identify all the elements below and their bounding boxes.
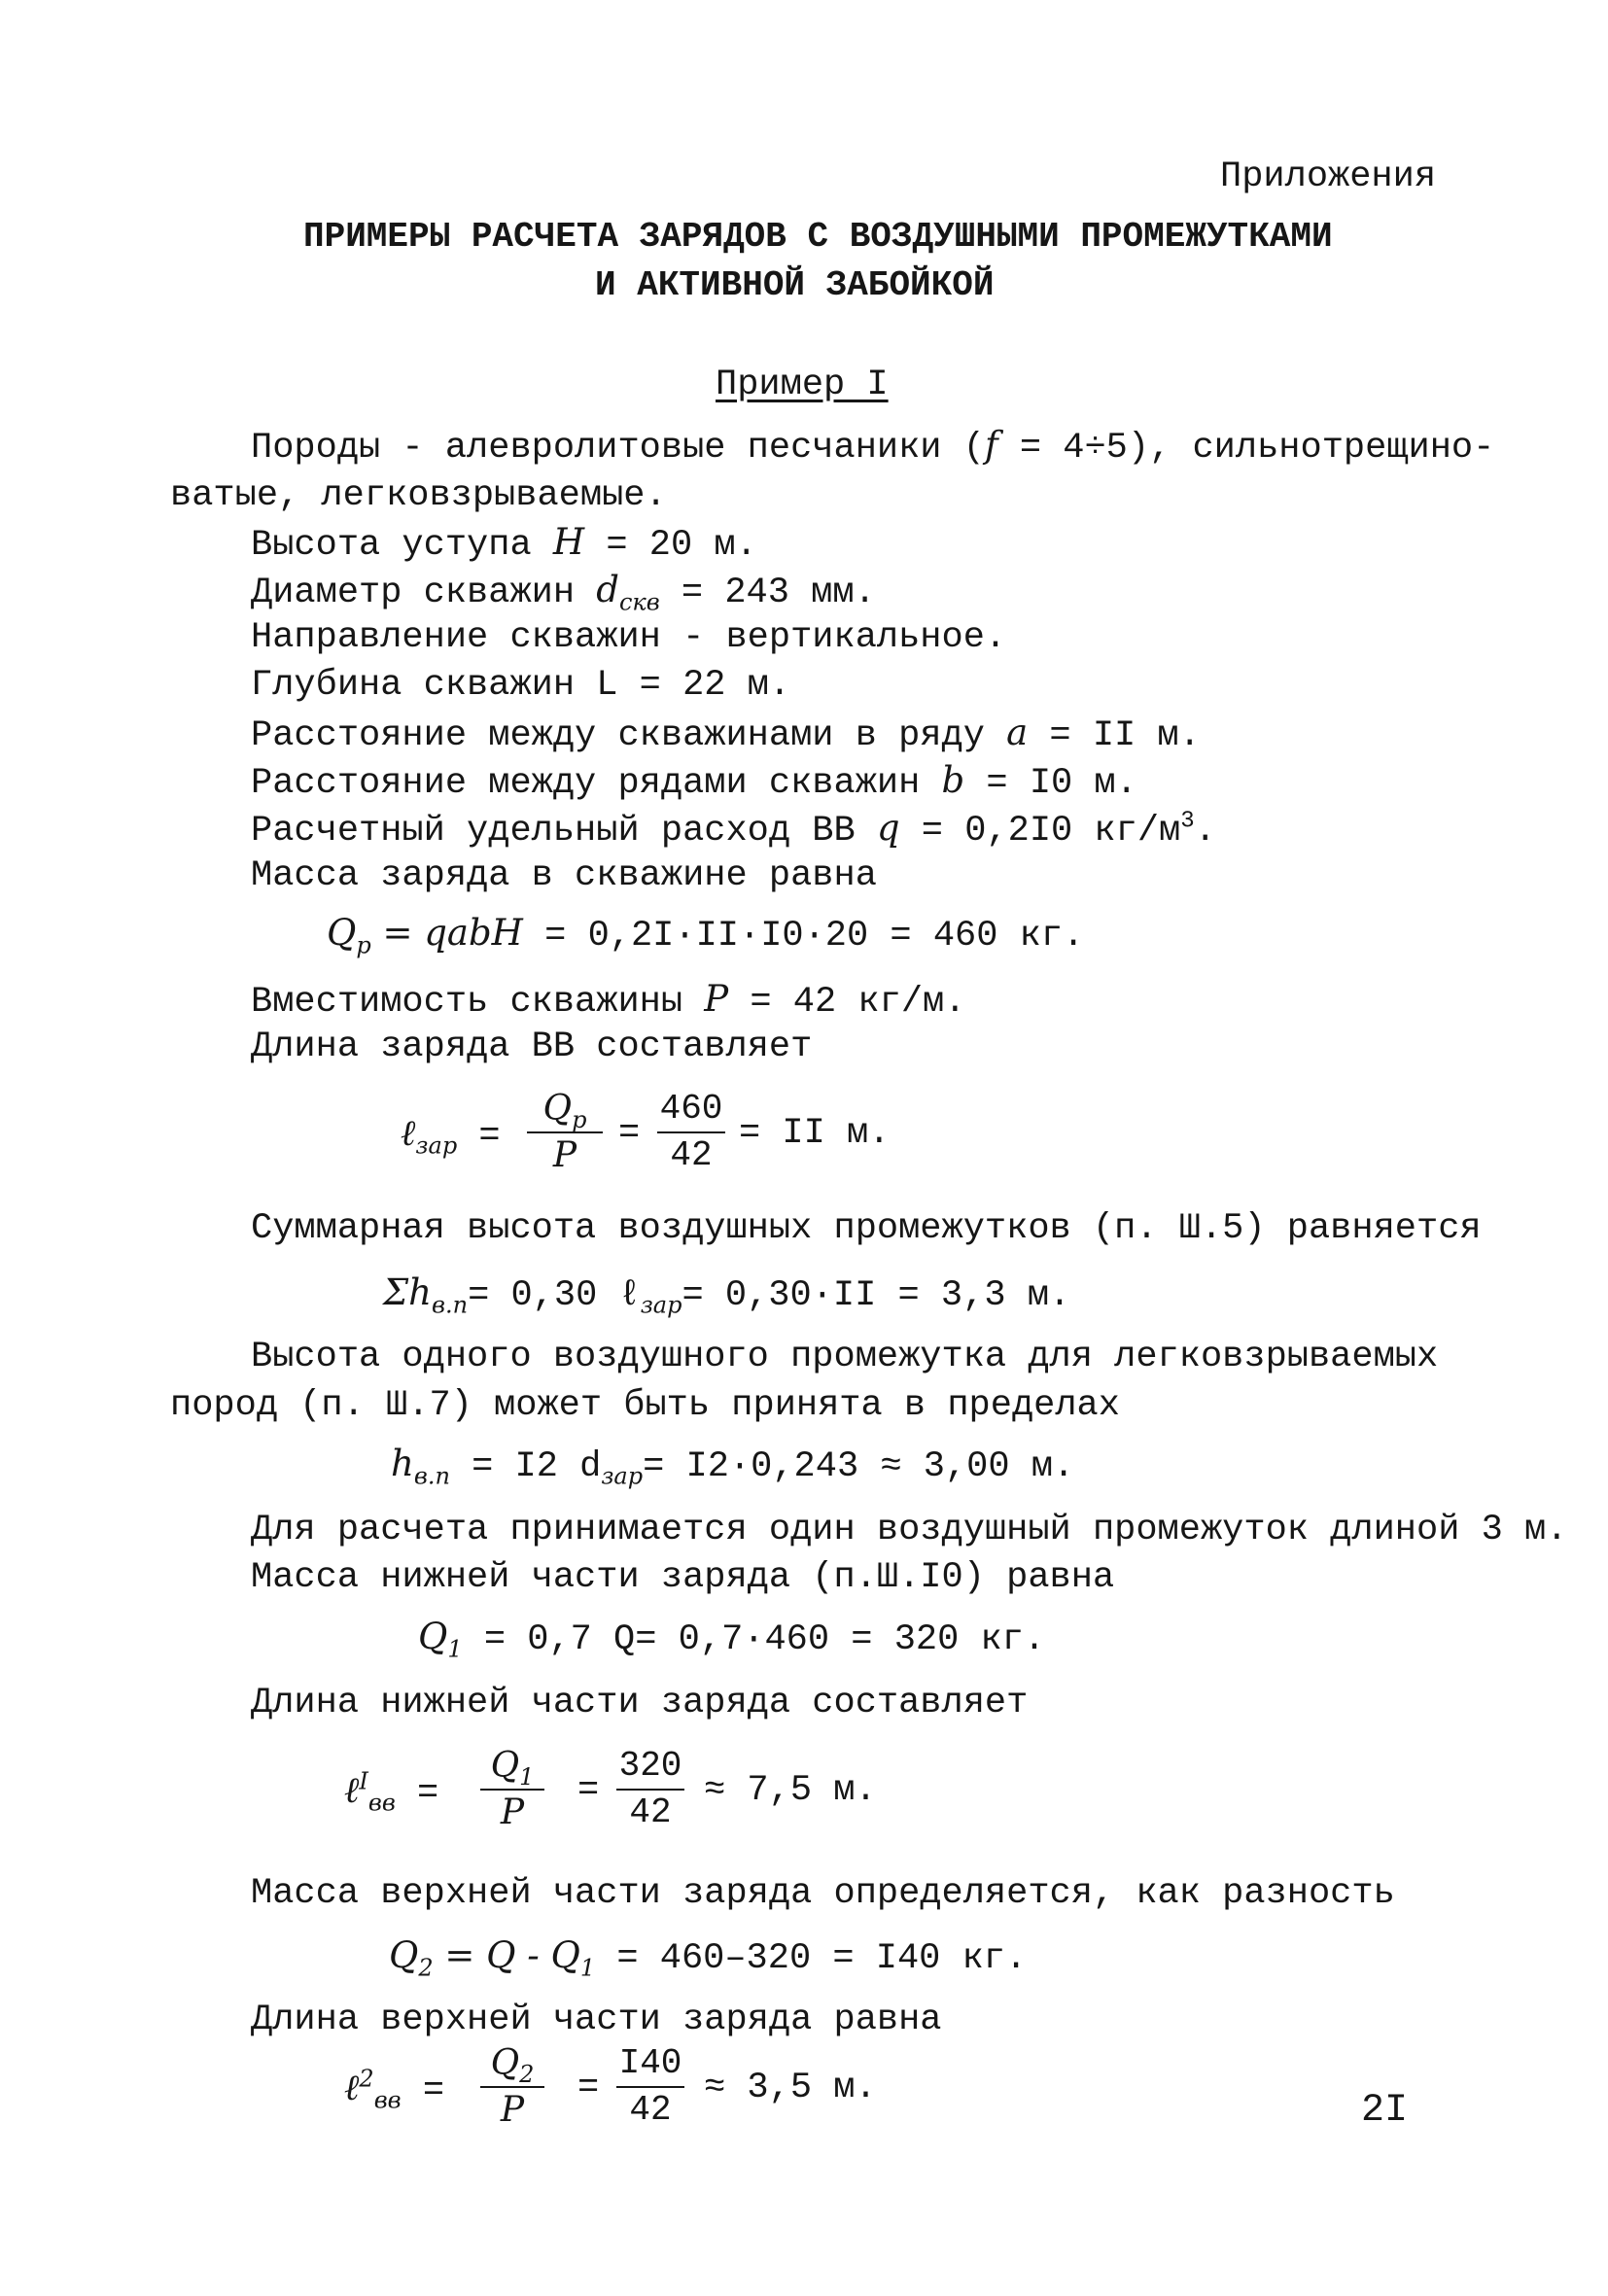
- spacing-line: Расстояние между скважинами в ряду a = II м.: [251, 712, 1201, 756]
- depth-line: Глубина скважин L = 22 м.: [251, 665, 791, 706]
- title-line-1: ПРИМЕРЫ РАСЧЕТА ЗАРЯДОВ С ВОЗДУШНЫМИ ПРОМЕЖУТКАМИ: [303, 217, 1333, 257]
- formula-gap-height: $h_{в.п} = I2$ $d_{зар}= I2\cdot 0,243 \approx 3,00$ м.: [391, 1443, 1075, 1490]
- fraction-q2-over-p: $Q_2$ P: [480, 2041, 544, 2133]
- upper-length-intro: Длина верхней части заряда равна: [251, 2000, 942, 2040]
- fraction-q1-over-p: $Q_1$ P: [480, 1744, 544, 1835]
- bench-height-line: Высота уступа H = 20 м.: [251, 521, 757, 566]
- specific-charge-line: Расчетный удельный расход ВВ q = 0,2I0 $кг/м^3$.: [251, 807, 1216, 852]
- rock-description: Породы - алевролитовые песчаники (f = 4÷5), сильнотрещино-: [251, 424, 1495, 469]
- formula-lower-mass: $Q_1 = 0,7$ Q= 0,7·460 = 320 кг.: [418, 1616, 1046, 1663]
- lower-mass-intro: Масса нижней части заряда (п.Ш.I0) равна: [251, 1557, 1115, 1598]
- fraction-140-over-42: I40 42: [616, 2041, 684, 2133]
- formula-charge-mass: $Q_р$ = qabH = 0,2I·II·I0·20 = 460 кг.: [327, 912, 1085, 959]
- mass-intro: Масса заряда в скважине равна: [251, 855, 877, 896]
- charge-length-result: = II м.: [739, 1113, 891, 1154]
- formula-sum-gaps: $\Sigma h_{в.п}= 0,30$ ℓ$_{зар}$= 0,30·II = 3,3 м.: [383, 1271, 1071, 1319]
- single-gap-line-2: пород (п. Ш.7) может быть принята в пределах: [170, 1385, 1120, 1426]
- calculation-line: Для расчета принимается один воздушный промежуток длиной 3 м.: [251, 1510, 1568, 1550]
- fraction-320-over-42: 320 42: [616, 1744, 684, 1835]
- page-number: 2I: [1361, 2089, 1409, 2133]
- formula-lower-length-lhs: ℓ$^I_{вв}$ =: [344, 1767, 439, 1817]
- direction-line: Направление скважин - вертикальное.: [251, 617, 1007, 658]
- fraction-qp-over-p: $Q_р$ P: [527, 1087, 603, 1178]
- formula-upper-length-lhs: ℓ$^2_{вв}$ =: [344, 2065, 445, 2114]
- diameter-line: Диаметр скважин $d_{скв} = 243$ мм.: [251, 569, 876, 616]
- row-spacing-line: Расстояние между рядами скважин b = I0 м.: [251, 759, 1137, 804]
- lower-length-result: ≈ 7,5 м.: [704, 1770, 877, 1811]
- formula-charge-length-lhs: ℓ$_{зар}$ =: [401, 1112, 501, 1160]
- equals-sign: =: [618, 1113, 641, 1154]
- upper-mass-intro: Масса верхней части заряда определяется, как разность: [251, 1873, 1395, 1914]
- formula-upper-mass: $Q_2 = Q - Q_1 = 460-320 = I40$ кг.: [389, 1934, 1028, 1982]
- fraction-460-over-42: 460 42: [657, 1087, 725, 1178]
- upper-length-result: ≈ 3,5 м.: [704, 2068, 877, 2108]
- lower-length-intro: Длина нижней части заряда составляет: [251, 1683, 1029, 1723]
- sum-height-intro: Суммарная высота воздушных промежутков (п. Ш.5) равняется: [251, 1208, 1482, 1249]
- rock-description-cont: ватые, легковзрываемые.: [170, 475, 667, 516]
- capacity-line: Вместимость скважины P = 42 кг/м.: [251, 978, 966, 1023]
- example-heading: Пример I: [716, 365, 889, 405]
- equals-sign-3: =: [577, 2068, 600, 2108]
- length-intro: Длина заряда ВВ составляет: [251, 1026, 813, 1067]
- section-label: Приложения: [1220, 157, 1437, 197]
- title-line-2: И АКТИВНОЙ ЗАБОЙКОЙ: [595, 265, 995, 305]
- equals-sign-2: =: [577, 1770, 600, 1811]
- single-gap-line-1: Высота одного воздушного промежутка для легковзрываемых: [251, 1337, 1439, 1377]
